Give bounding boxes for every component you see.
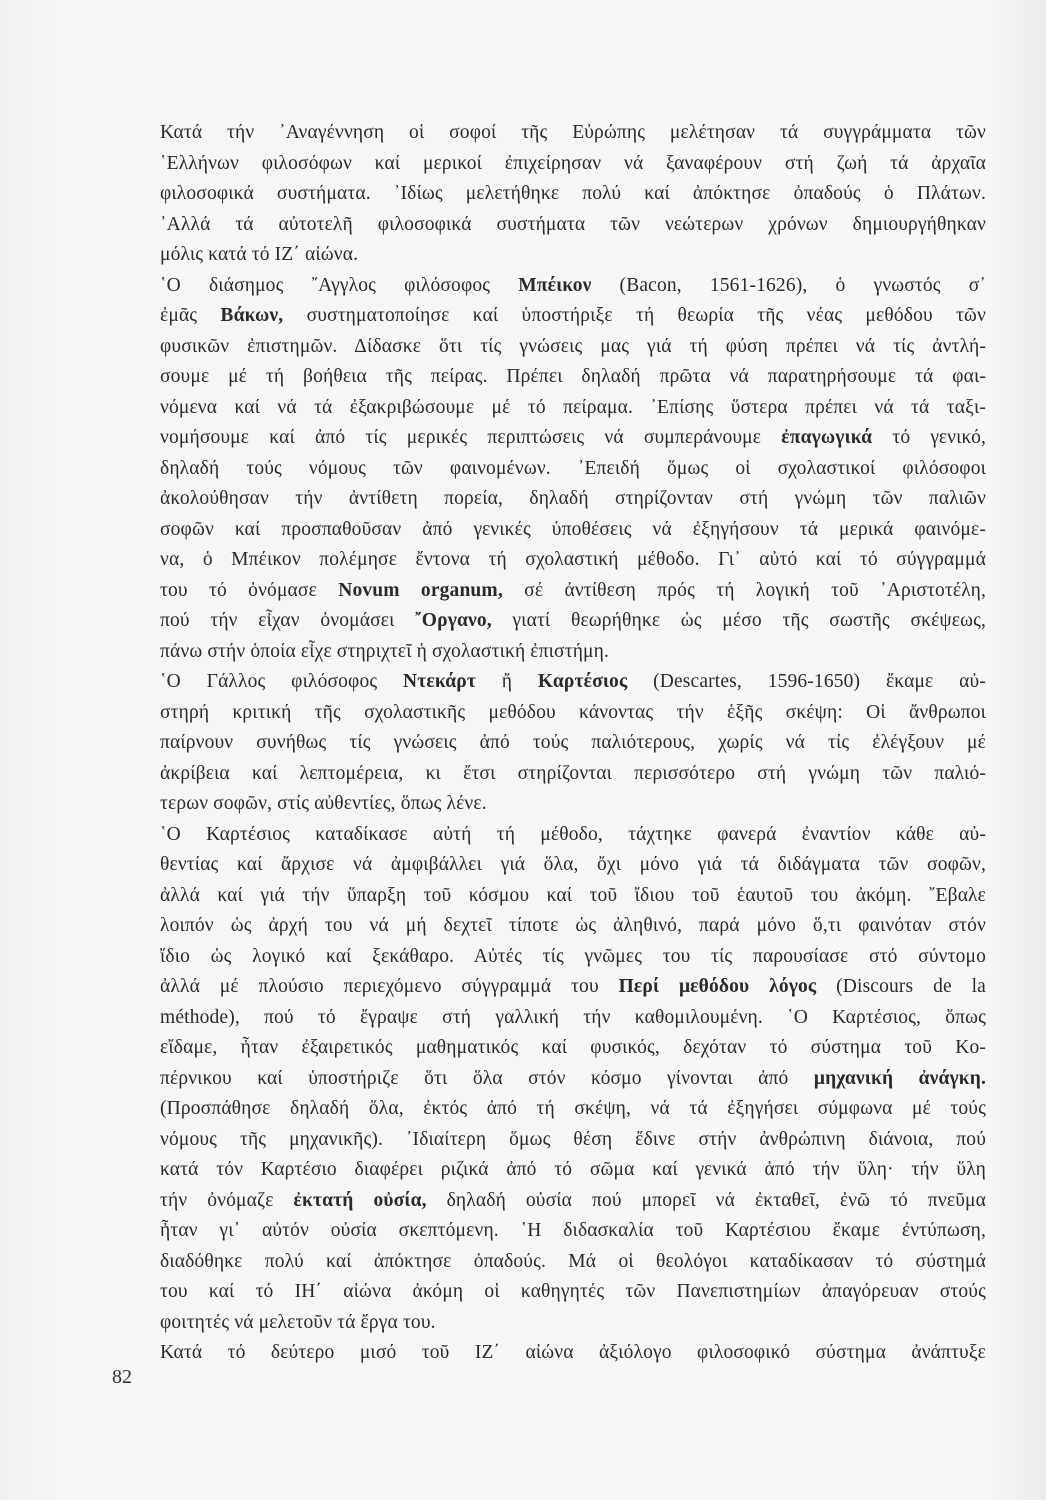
text-line bbox=[160, 149, 986, 180]
text-line bbox=[160, 759, 986, 790]
text-run: του καί τό ΙΗ΄ αἰώνα ἀκόμη οἱ καθηγητές τῶν Πανεπιστημίων ἀπαγόρευαν στούς bbox=[160, 1281, 986, 1302]
text-run: τό γενικό, bbox=[872, 427, 987, 448]
text-line bbox=[160, 911, 986, 942]
text-run: νόμους τῆς μηχανικῆς). ᾿Ιδιαίτερη ὅμως θέση ἔδινε στήν ἀνθρώπινη διάνοια, πού bbox=[160, 1128, 986, 1150]
text-line bbox=[160, 179, 986, 210]
text-line bbox=[160, 576, 986, 607]
text-line bbox=[160, 789, 986, 820]
text-run: του τό ὀνόμασε bbox=[160, 579, 339, 601]
text-run: σοφῶν καί προσπαθοῦσαν ἀπό γενικές ὑποθέσεις νά ἐξηγήσουν τά μερικά φαινόμε- bbox=[160, 518, 986, 540]
text-run: Κατά τό δεύτερο μισό τοῦ ΙΖ΄ αἰώνα ἀξιόλογο φιλοσοφικό σύστημα ἀνάπτυξε bbox=[160, 1342, 986, 1363]
text-run: πέρνικου καί ὑποστήριζε ὅτι ὅλα στόν κόσμο γίνονται ἀπό bbox=[160, 1067, 814, 1089]
text-line bbox=[160, 1308, 986, 1339]
text-run: ῾Ελλήνων φιλοσόφων καί μερικοί ἐπιχείρησαν νά ξαναφέρουν στή ζωή τά ἀρχαῖα bbox=[160, 152, 986, 174]
text-line bbox=[160, 1094, 986, 1125]
text-line bbox=[160, 1033, 986, 1064]
text-run: σουμε μέ τή βοήθεια τῆς πείρας. Πρέπει δηλαδή πρῶτα νά παρατηρήσουμε τά φαι- bbox=[160, 366, 986, 387]
text-run: να, ὁ Μπέικον πολέμησε ἔντονα τή σχολαστική μέθοδο. Γι᾿ αὐτό καί τό σύγγραμμά bbox=[160, 549, 986, 570]
page-number: 82 bbox=[112, 1366, 132, 1388]
text-run: παίρνουν συνήθως τίς γνώσεις ἀπό τούς παλιότερους, χωρίς νά τίς ἐλέγξουν μέ bbox=[160, 732, 986, 753]
text-line bbox=[160, 1277, 986, 1308]
bold-term: μηχανική ἀνάγκη. bbox=[813, 1067, 987, 1089]
text-run: τερων σοφῶν, στίς αὐθεντίες, ὅπως λένε. bbox=[160, 793, 487, 814]
text-run: συστηματοποίησε καί ὑποστήριξε τή θεωρία τῆς νέας μεθόδου τῶν bbox=[283, 305, 986, 326]
text-line bbox=[160, 942, 986, 973]
text-run: λοιπόν ὡς ἀρχή του νά μή δεχτεῖ τίποτε ὡς ἀληθινό, παρά μόνο ὅ,τι φαινόταν στόν bbox=[160, 915, 986, 936]
text-run: φιλοσοφικά συστήματα. ᾿Ιδίως μελετήθηκε πολύ καί ἀπόκτησε ὀπαδούς ὁ Πλάτων. bbox=[160, 183, 986, 204]
text-run: νόμενα καί νά τά ἐξακριβώσουμε μέ τό πείραμα. ᾿Επίσης ὕστερα πρέπει νά τά ταξι- bbox=[160, 396, 986, 418]
text-run: φυσικῶν ἐπιστημῶν. Δίδασκε ὅτι τίς γνώσεις μας γιά τή φύση πρέπει νά τίς ἀντλή- bbox=[160, 335, 986, 357]
bold-term: ἐπαγωγικά bbox=[781, 427, 873, 448]
text-line bbox=[160, 1155, 986, 1186]
text-line bbox=[160, 606, 986, 637]
text-line bbox=[160, 545, 986, 576]
text-run: μόλις κατά τό ΙΖ΄ αἰώνα. bbox=[160, 244, 359, 265]
paragraph bbox=[160, 820, 986, 1339]
text-run: ἀκρίβεια καί λεπτομέρεια, κι ἔτσι στηρίζονται περισσότερο στή γνώμη τῶν παλιό- bbox=[160, 762, 986, 784]
text-run: ἀλλά καί γιά τήν ὕπαρξη τοῦ κόσμου καί τοῦ ἴδιου τοῦ ἑαυτοῦ του ἀκόμη. ῎Εβαλε bbox=[160, 884, 986, 906]
text-line bbox=[160, 240, 986, 271]
paragraph bbox=[160, 667, 986, 820]
bold-term: Καρτέσιος bbox=[537, 671, 628, 692]
paragraph bbox=[160, 118, 986, 271]
text-run: στηρή κριτική τῆς σχολαστικῆς μεθόδου κάνοντας τήν ἑξῆς σκέψη: Οἱ ἄνθρωποι bbox=[160, 701, 986, 723]
text-run: πάνω στήν ὁποία εἶχε στηριχτεῖ ἡ σχολαστική ἐπιστήμη. bbox=[160, 640, 610, 662]
text-line bbox=[160, 972, 986, 1003]
text-line bbox=[160, 698, 986, 729]
bold-term: Βάκων, bbox=[220, 305, 284, 326]
text-run: ἀλλά μέ πλούσιο περιεχόμενο σύγγραμμά του bbox=[160, 976, 619, 997]
bold-term: ῎Οργανο, bbox=[415, 610, 492, 631]
bold-term: Ντεκάρτ bbox=[403, 671, 477, 692]
text-line bbox=[160, 118, 986, 149]
text-run: ἦταν γι᾿ αὐτόν οὐσία σκεπτόμενη. ῾Η διδασκαλία τοῦ Καρτέσιου ἔκαμε ἐντύπωση, bbox=[160, 1220, 986, 1241]
text-run: εἴδαμε, ἦταν ἐξαιρετικός μαθηματικός καί φυσικός, δεχόταν τό σύστημα τοῦ Κο- bbox=[160, 1037, 986, 1058]
text-run: ῾Ο Γάλλος φιλόσοφος bbox=[160, 671, 403, 692]
text-line bbox=[160, 637, 986, 668]
text-line bbox=[160, 1064, 986, 1095]
bold-term: Novum organum, bbox=[338, 579, 503, 601]
bold-term: Μπέικον bbox=[518, 274, 592, 296]
text-run: (Bacon, 1561-1626), ὁ γνωστός σ᾿ bbox=[591, 274, 987, 296]
bold-term: ἐκτατή οὐσία, bbox=[293, 1189, 427, 1211]
bold-term: Περί μεθόδου λόγος bbox=[618, 976, 817, 997]
text-run: ῾Ο διάσημος ῎Αγγλος φιλόσοφος bbox=[160, 274, 519, 296]
text-run: Κατά τήν ᾿Αναγέννηση οἱ σοφοί τῆς Εὐρώπης μελέτησαν τά συγγράμματα τῶν bbox=[160, 122, 986, 143]
text-line bbox=[160, 423, 986, 454]
text-run: ἴδιο ὡς λογικό καί ξεκάθαρο. Αὐτές τίς γνῶμες του τίς παρουσίασε στό σύντομο bbox=[160, 945, 986, 967]
text-run: πού τήν εἶχαν ὀνομάσει bbox=[160, 610, 416, 631]
text-line bbox=[160, 1338, 986, 1369]
text-run: méthode), πού τό ἔγραψε στή γαλλική τήν καθομιλουμένη. ῾Ο Καρτέσιος, ὅπως bbox=[160, 1006, 986, 1028]
text-line bbox=[160, 881, 986, 912]
text-run: ἤ bbox=[476, 671, 538, 692]
text-run: διαδόθηκε πολύ καί ἀπόκτησε ὀπαδούς. Μά οἱ θεολόγοι καταδίκασαν τό σύστημά bbox=[160, 1250, 986, 1272]
text-line bbox=[160, 301, 986, 332]
body-text bbox=[160, 118, 986, 1369]
text-line bbox=[160, 1186, 986, 1217]
text-line bbox=[160, 362, 986, 393]
text-run: θεντίας καί ἄρχισε νά ἀμφιβάλλει γιά ὅλα, ὄχι μόνο γιά τά διδάγματα τῶν σοφῶν, bbox=[160, 854, 986, 875]
text-line bbox=[160, 332, 986, 363]
text-line bbox=[160, 484, 986, 515]
text-run: δηλαδή τούς νόμους τῶν φαινομένων. ᾿Επειδή ὅμως οἱ σχολαστικοί φιλόσοφοι bbox=[160, 457, 986, 479]
text-run: ᾿Αλλά τά αὐτοτελῆ φιλοσοφικά συστήματα τῶν νεώτερων χρόνων δημιουργήθηκαν bbox=[160, 213, 986, 235]
text-run: νομήσουμε καί ἀπό τίς μερικές περιπτώσεις νά συμπεράνουμε bbox=[160, 427, 782, 448]
text-run: κατά τόν Καρτέσιο διαφέρει ριζικά ἀπό τό σῶμα καί γενικά ἀπό τήν ὕλη· τήν ὕλη bbox=[160, 1159, 986, 1180]
text-run: σέ ἀντίθεση πρός τή λογική τοῦ ᾿Αριστοτέλη, bbox=[502, 579, 986, 601]
text-line bbox=[160, 515, 986, 546]
text-run: (Προσπάθησε δηλαδή ὅλα, ἐκτός ἀπό τή σκέψη, νά τά ἐξηγήσει σύμφωνα μέ τούς bbox=[160, 1098, 986, 1119]
text-line bbox=[160, 1216, 986, 1247]
text-line bbox=[160, 454, 986, 485]
text-run: δηλαδή οὐσία πού μπορεῖ νά ἐκταθεῖ, ἐνῶ τό πνεῦμα bbox=[426, 1189, 986, 1211]
text-line bbox=[160, 1247, 986, 1278]
paragraph bbox=[160, 1338, 986, 1369]
paragraph bbox=[160, 271, 986, 668]
text-run: (Descartes, 1596-1650) ἔκαμε αὐ- bbox=[627, 671, 986, 692]
text-line bbox=[160, 1003, 986, 1034]
text-line bbox=[160, 728, 986, 759]
text-run: γιατί θεωρήθηκε ὡς μέσο τῆς σωστῆς σκέψεως, bbox=[491, 610, 986, 631]
text-line bbox=[160, 210, 986, 241]
text-run: ἐμᾶς bbox=[160, 305, 221, 326]
text-run: φοιτητές νά μελετοῦν τά ἔργα του. bbox=[160, 1311, 436, 1333]
text-line bbox=[160, 271, 986, 302]
text-line bbox=[160, 850, 986, 881]
text-line bbox=[160, 667, 986, 698]
text-line bbox=[160, 1125, 986, 1156]
text-run: ἀκολούθησαν τήν ἀντίθετη πορεία, δηλαδή στηρίζονταν στή γνώμη τῶν παλιῶν bbox=[160, 488, 986, 509]
text-run: ῾Ο Καρτέσιος καταδίκασε αὐτή τή μέθοδο, τάχτηκε φανερά ἐναντίον κάθε αὐ- bbox=[160, 823, 986, 845]
text-line bbox=[160, 820, 986, 851]
text-line bbox=[160, 393, 986, 424]
text-run: τήν ὀνόμαζε bbox=[160, 1189, 294, 1211]
text-run: (Discours de la bbox=[816, 976, 986, 997]
